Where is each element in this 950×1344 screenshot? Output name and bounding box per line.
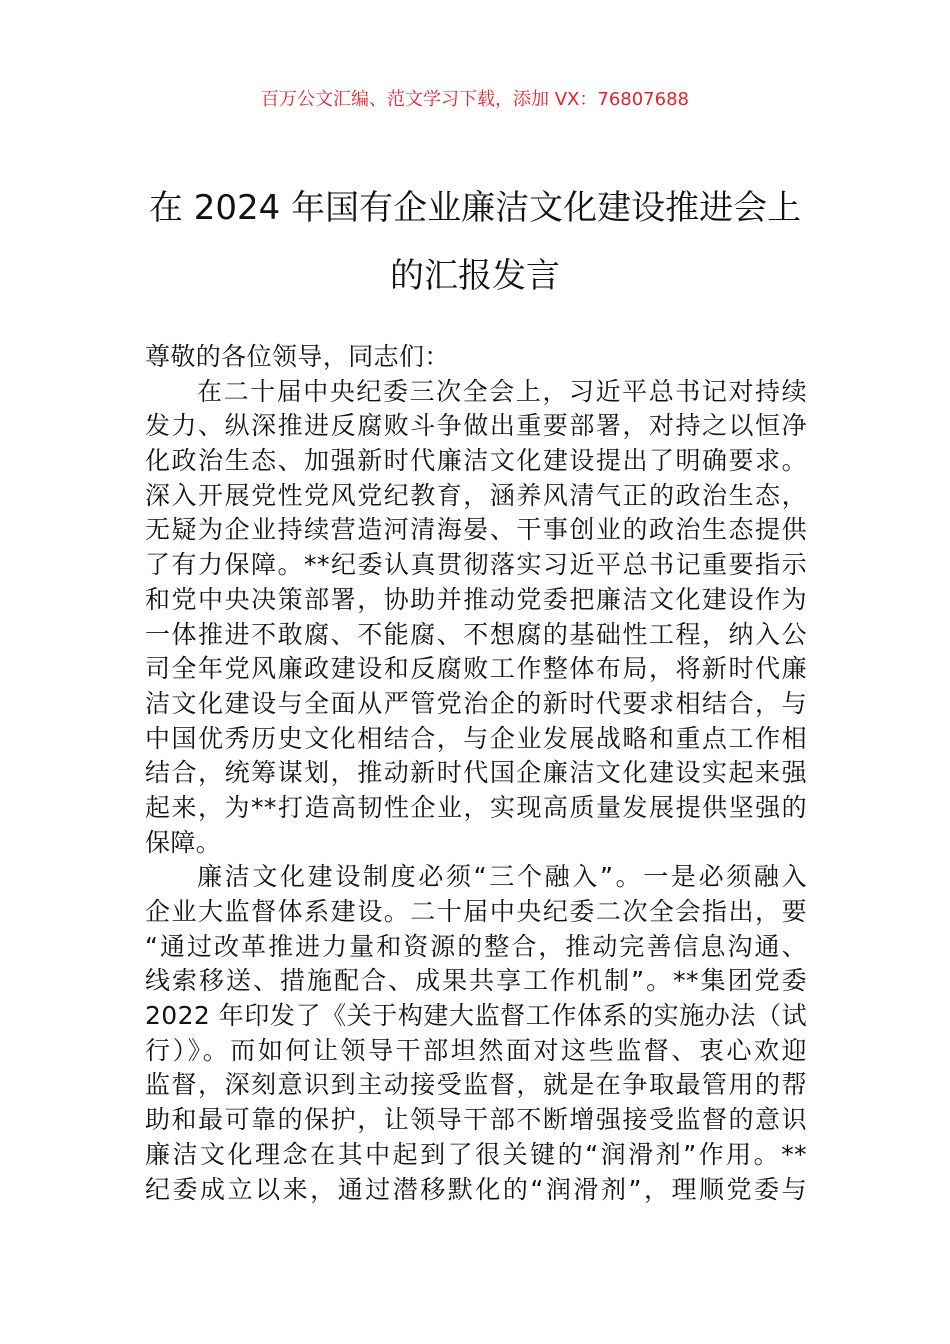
body-text-line: 企业大监督体系建设。二十届中央纪委二次全会指出，要 [145,897,807,926]
body-text-line: 监督，深刻意识到主动接受监督，就是在争取最管用的帮 [145,1070,807,1100]
body-text-line: 中国优秀历史文化相结合，与企业发展战略和重点工作相 [145,723,807,753]
body-text-line: 洁文化建设与全面从严管党治企的新时代要求相结合，与 [145,688,807,718]
body-text-line: 一体推进不敢腐、不能腐、不想腐的基础性工程，纳入公 [145,619,807,649]
body-text-line: 发力、纵深推进反腐败斗争做出重要部署，对持之以恒净 [145,411,807,441]
document-title-line-2: 的汇报发言 [390,256,560,296]
body-text-line: 2022 年印发了《关于构建大监督工作体系的实施办法（试 [145,1001,807,1031]
body-text-line: 化政治生态、加强新时代廉洁文化建设提出了明确要求。 [145,446,807,476]
body-text-line: 司全年党风廉政建设和反腐败工作整体布局，将新时代廉 [145,654,807,684]
body-text-line: “通过改革推进力量和资源的整合，推动完善信息沟通、 [145,931,807,961]
body-text-line: 在二十届中央纪委三次全会上，习近平总书记对持续 [197,376,807,406]
body-text-line: 和党中央决策部署，协助并推动党委把廉洁文化建设作为 [145,584,807,614]
watermark-header: 百万公文汇编、范文学习下载，添加 VX：76807688 [261,89,689,110]
body-text-line: 助和最可靠的保护，让领导干部不断增强接受监督的意识 [145,1105,807,1135]
body-text-line: 深入开展党性党风党纪教育，涵养风清气正的政治生态， [145,480,807,510]
document-title-line-1: 在 2024 年国有企业廉洁文化建设推进会上 [148,188,802,228]
body-text-line: 起来，为**打造高韧性企业，实现高质量发展提供坚强的 [145,792,807,822]
body-text-line: 了有力保障。**纪委认真贯彻落实习近平总书记重要指示 [145,550,807,580]
body-text-line: 廉洁文化建设制度必须“三个融入”。一是必须融入 [197,862,807,892]
body-text-line: 无疑为企业持续营造河清海晏、干事创业的政治生态提供 [145,515,807,545]
document-body [145,340,807,1207]
body-text-line: 结合，统筹谋划，推动新时代国企廉洁文化建设实起来强 [145,758,807,788]
body-text-line: 保障。 [145,827,222,857]
body-text-line: 行）》。而如何让领导干部坦然面对这些监督、衷心欢迎 [145,1035,807,1065]
body-text-line: 纪委成立以来，通过潜移默化的“润滑剂”，理顺党委与 [145,1174,807,1204]
body-text-line: 廉洁文化理念在其中起到了很关键的“润滑剂”作用。** [145,1139,807,1169]
body-text-line: 尊敬的各位领导，同志们： [145,342,450,371]
body-text-line: 线索移送、措施配合、成果共享工作机制”。**集团党委 [145,966,807,996]
